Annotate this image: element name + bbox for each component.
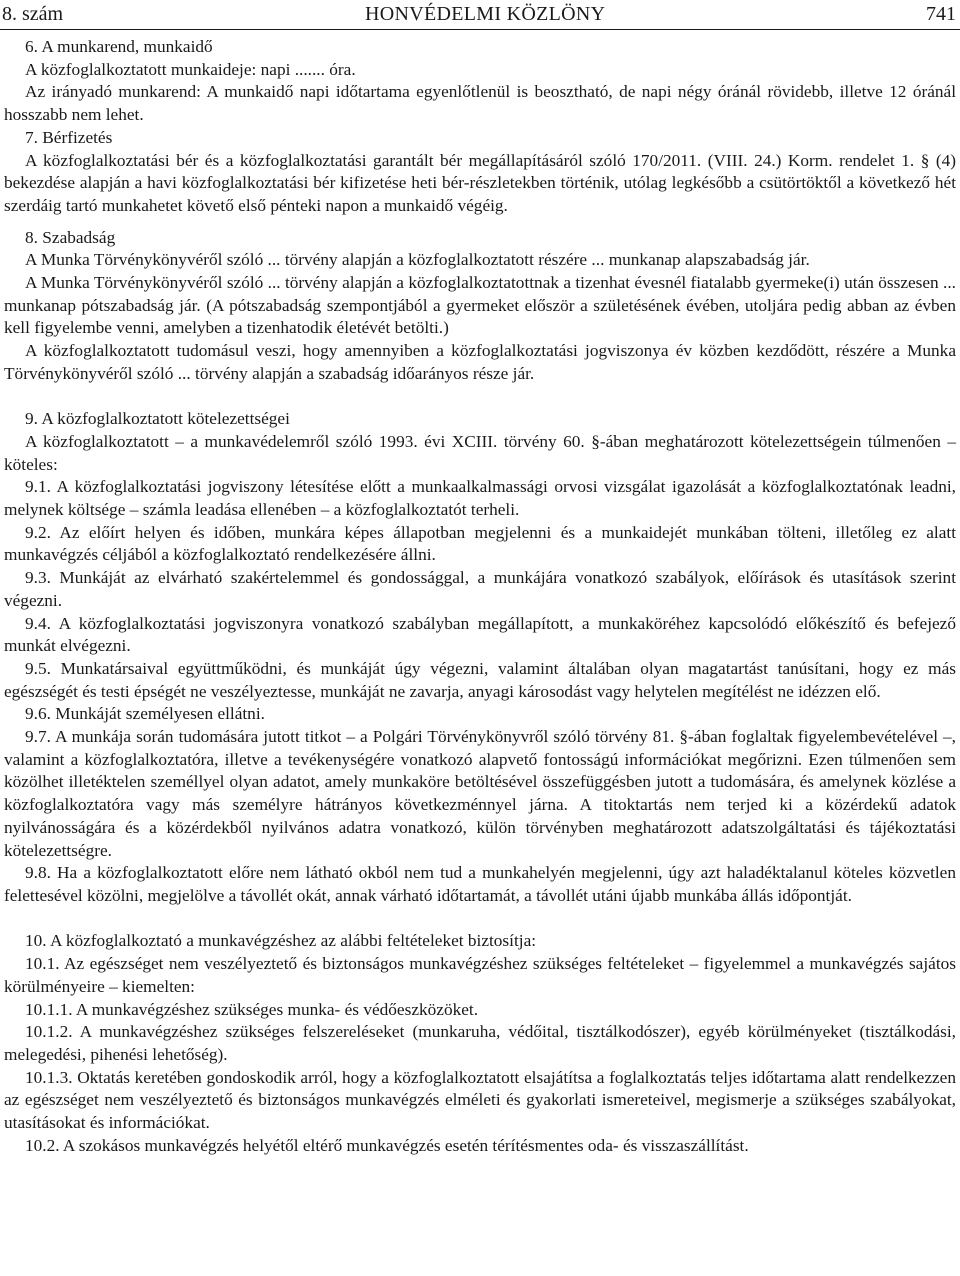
section-10-item-1-3: 10.1.3. Oktatás keretében gondoskodik arról, hogy a közfoglalkoztatott elsajátítsa a foglalkoztatás teljes időtartama alatt rendelkezzen az egészséget nem veszélyeztető és biztonságos munkavégzés elméleti és gyakorlati ismereteivel, megismerje a szükséges szabályokat, utasításokat és információkat. <box>4 1067 956 1133</box>
page-number: 741 <box>926 3 956 25</box>
section-8-paragraph-1: A Munka Törvénykönyvéről szóló ... törvény alapján a közfoglalkoztatott részére ... munkanap alapszabadság jár. <box>25 250 810 270</box>
section-8-title: 8. Szabadság <box>25 227 116 247</box>
spacer <box>4 386 956 409</box>
section-9-item-2: 9.2. Az előírt helyen és időben, munkára képes állapotban megjelenni és a munkaidejét munkában tölteni, illetőleg ez alatt munkavégzés céljából a közfoglalkoztató rendelkezésére állni. <box>4 522 956 565</box>
section-9-title: 9. A közfoglalkoztatott kötelezettségei <box>25 409 290 429</box>
page-header <box>0 0 960 28</box>
document-body <box>4 36 956 1157</box>
section-7-title: 7. Bérfizetés <box>25 127 113 147</box>
section-6-title: 6. A munkarend, munkaidő <box>25 37 213 56</box>
spacer <box>4 218 956 227</box>
section-9-intro: A közfoglalkoztatott – a munkavédelemről szóló 1993. évi XCIII. törvény 60. §-ában meghatározott kötelezettségein túlmenően – köteles: <box>4 431 956 474</box>
section-7-paragraph-1: A közfoglalkoztatási bér és a közfoglalkoztatási garantált bér megállapításáról szóló 170/2011. (VIII. 24.) Korm. rendelet 1. § (4) bekezdése alapján a havi közfoglalkoztatási bér kifizetése heti bér-részletekben történik, utólag legkésőbb a csütörtöktől a következő hét szerdáig tartó munkahetet követő első pénteki napon a munkaidő végéig. <box>4 150 956 215</box>
section-9-item-1: 9.1. A közfoglalkoztatási jogviszony létesítése előtt a munkaalkalmassági orvosi vizsgálat igazolását a közfoglalkoztatónak leadni, melynek költsége – számla leadása ellenében – a közfoglalkoztatót terheli. <box>4 477 956 520</box>
section-9 <box>4 408 956 907</box>
section-9-item-6: 9.6. Munkáját személyesen ellátni. <box>25 704 265 724</box>
section-10-item-1-1: 10.1.1. A munkavégzéshez szükséges munka- és védőeszközöket. <box>25 999 479 1019</box>
section-10-title: 10. A közfoglalkoztató a munkavégzéshez az alábbi feltételeket biztosítja: <box>25 931 537 951</box>
section-6-paragraph-1: A közfoglalkoztatott munkaideje: napi ....... óra. <box>25 59 356 79</box>
section-9-item-3: 9.3. Munkáját az elvárható szakértelemmel és gondossággal, a munkájára vonatkozó szabályok, előírások és utasítások szerint végezni. <box>4 568 956 610</box>
section-10-item-1: 10.1. Az egészséget nem veszélyeztető és biztonságos munkavégzéshez szükséges feltételeket – figyelemmel a munkavégzés sajátos körülményeire – kiemelten: <box>4 954 956 996</box>
section-6-paragraph-2: Az irányadó munkarend: A munkaidő napi időtartama egyenlőtlenül is beosztható, de napi négy óránál rövidebb, illetve 12 óránál hosszabb nem lehet. <box>4 82 956 125</box>
section-8 <box>4 227 956 386</box>
section-10-item-2: 10.2. A szokásos munkavégzés helyétől eltérő munkavégzés esetén térítésmentes oda- és visszaszállítást. <box>25 1135 749 1155</box>
issue-number: 8. szám <box>2 3 64 25</box>
section-7 <box>4 127 956 218</box>
section-9-item-5: 9.5. Munkatársaival együttműködni, és munkáját úgy végezni, valamint általában olyan magatartást tanúsítani, hogy ez más egészségét és testi épségét ne veszélyeztesse, munkáját ne zavarja, anyagi károsodást vagy helytelen megítélést ne idézzen elő. <box>4 658 956 701</box>
spacer <box>4 908 956 931</box>
section-10-item-1-2: 10.1.2. A munkavégzéshez szükséges felszereléseket (munkaruha, védőital, tisztálkodószer), egyéb körülményeket (tisztálkodási, melegedési, pihenési lehetőség). <box>4 1022 956 1064</box>
section-9-item-7: 9.7. A munkája során tudomására jutott titkot – a Polgári Törvénykönyvről szóló törvény 81. §-ában foglaltak figyelembevételével –, valamint a közfoglalkoztatóra, illetve a tevékenységére vonatkozó alapvető fontosságú információkat megőrizni. Ezen túlmenően sem közölhet illetéktelen személlyel olyan adatot, amely munkaköre betöltésével összefüggésben jutott a tudomására, és amelynek közlése a közfoglalkoztatóra vagy más személyre hátrányos következménnyel járna. A titoktartás nem terjed ki a közérdekű adatok nyilvánosságára és a közérdekből nyilvános adatra vonatkozó, külön törvényben meghatározott adatszolgáltatási és tájékoztatási kötelezettségre. <box>4 727 956 860</box>
section-9-item-8: 9.8. Ha a közfoglalkoztatott előre nem látható okból nem tud a munkahelyén megjelenni, úgy azt haladéktalanul köteles közvetlen felettesével közölni, megjelölve a távollét okát, annak várható időtartamát, a távollét utáni újabb munkába állás időpontját. <box>4 863 956 905</box>
section-9-item-4: 9.4. A közfoglalkoztatási jogviszonyra vonatkozó szabályban megállapított, a munkaköréhez kapcsolódó előkészítő és befejező munkát elvégezni. <box>4 613 956 656</box>
journal-title: HONVÉDELMI KÖZLÖNY <box>365 3 606 25</box>
section-6 <box>4 36 956 127</box>
section-10 <box>4 930 956 1157</box>
section-8-paragraph-2: A Munka Törvénykönyvéről szóló ... törvény alapján a közfoglalkoztatottnak a tizenhat évesnél fiatalabb gyermeke(i) után összesen ... munkanap pótszabadság jár. (A pótszabadság szempontjából a gyermeket először a születésének évében, utoljára pedig abban az évben kell figyelembe venni, amelyben a tizenhatodik életévét betölti.) <box>4 273 956 338</box>
header-divider <box>0 29 960 30</box>
section-8-paragraph-3: A közfoglalkoztatott tudomásul veszi, hogy amennyiben a közfoglalkoztatási jogviszonya év közben kezdődött, részére a Munka Törvénykönyvéről szóló ... törvény alapján a szabadság időarányos része jár. <box>4 341 956 383</box>
